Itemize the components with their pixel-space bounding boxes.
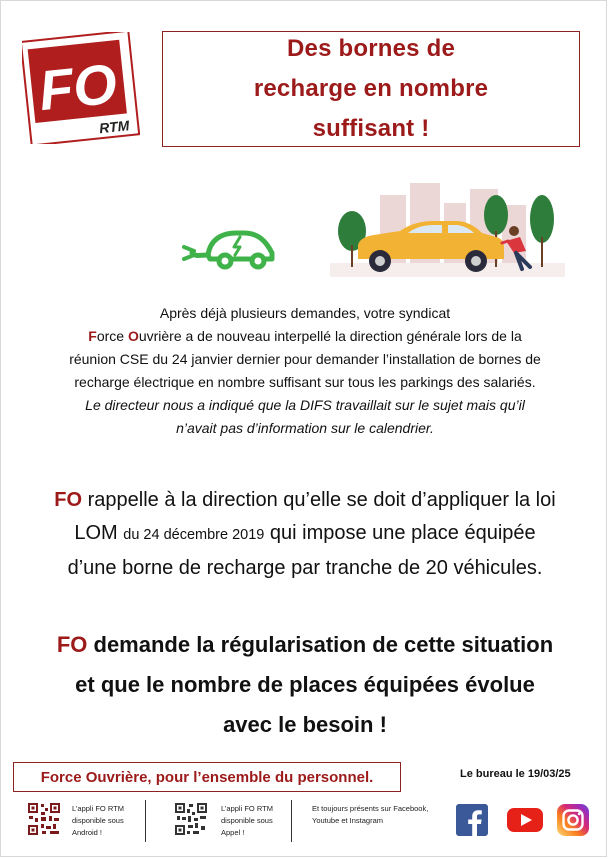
- apple-app-text: L’appli FO RTM disponible sous Appel !: [221, 804, 273, 837]
- title-line-3: suffisant !: [312, 115, 430, 142]
- youtube-icon[interactable]: [506, 804, 544, 836]
- law-line-2: LOM du 24 décembre 2019 qui impose une place équipée: [74, 522, 536, 544]
- intro-line-2: Force Ouvrière a de nouveau interpellé la direction générale lors de la: [88, 328, 522, 344]
- title-line-1: Des bornes de: [287, 35, 455, 62]
- city-car-push-illustration: [330, 175, 565, 277]
- demand-line-1: FO demande la régularisation de cette situation: [56, 632, 554, 657]
- social-text: Et toujours présents sur Facebook, Youtube et Instagram: [312, 804, 429, 825]
- title-line-2: recharge en nombre: [253, 75, 489, 102]
- electric-car-plug-icon: [180, 225, 280, 273]
- title-box: [162, 31, 580, 147]
- fo-rtm-logo: [22, 32, 140, 144]
- instagram-icon[interactable]: [557, 804, 589, 836]
- logo-text: FO: [35, 51, 120, 123]
- android-app-text: L’appli FO RTM disponible sous Android !: [72, 804, 124, 837]
- law-paragraph: [10, 484, 600, 585]
- footer-divider-2: [291, 800, 292, 842]
- intro-line-4: recharge électrique en nombre suffisant sur tous les parkings des salariés.: [74, 374, 536, 390]
- intro-line-6: n’avait pas d’information sur le calendrier.: [176, 420, 434, 436]
- intro-line-1: Après déjà plusieurs demandes, votre syndicat: [159, 305, 451, 321]
- intro-paragraph: [20, 302, 590, 440]
- law-line-3: d’une borne de recharge par tranche de 20 véhicules.: [67, 557, 543, 579]
- demand-line-2: et que le nombre de places équipées évolue: [75, 672, 535, 697]
- android-qr-code[interactable]: [27, 802, 61, 836]
- facebook-icon[interactable]: [456, 804, 488, 836]
- apple-qr-code[interactable]: [174, 802, 208, 836]
- intro-line-3: réunion CSE du 24 janvier dernier pour demander l’installation de bornes de: [69, 351, 541, 367]
- logo-subtext: RTM: [98, 117, 131, 137]
- slogan-box: Force Ouvrière, pour l’ensemble du personnel.: [13, 762, 401, 792]
- footer-divider-1: [145, 800, 146, 842]
- law-line-1: FO rappelle à la direction qu’elle se doit d’appliquer la loi: [54, 489, 556, 511]
- demand-paragraph: [10, 625, 600, 745]
- intro-line-5: Le directeur nous a indiqué que la DIFS travaillait sur le sujet mais qu’il: [85, 397, 525, 413]
- bureau-date: Le bureau le 19/03/25: [460, 768, 571, 780]
- demand-line-3: avec le besoin !: [223, 712, 387, 737]
